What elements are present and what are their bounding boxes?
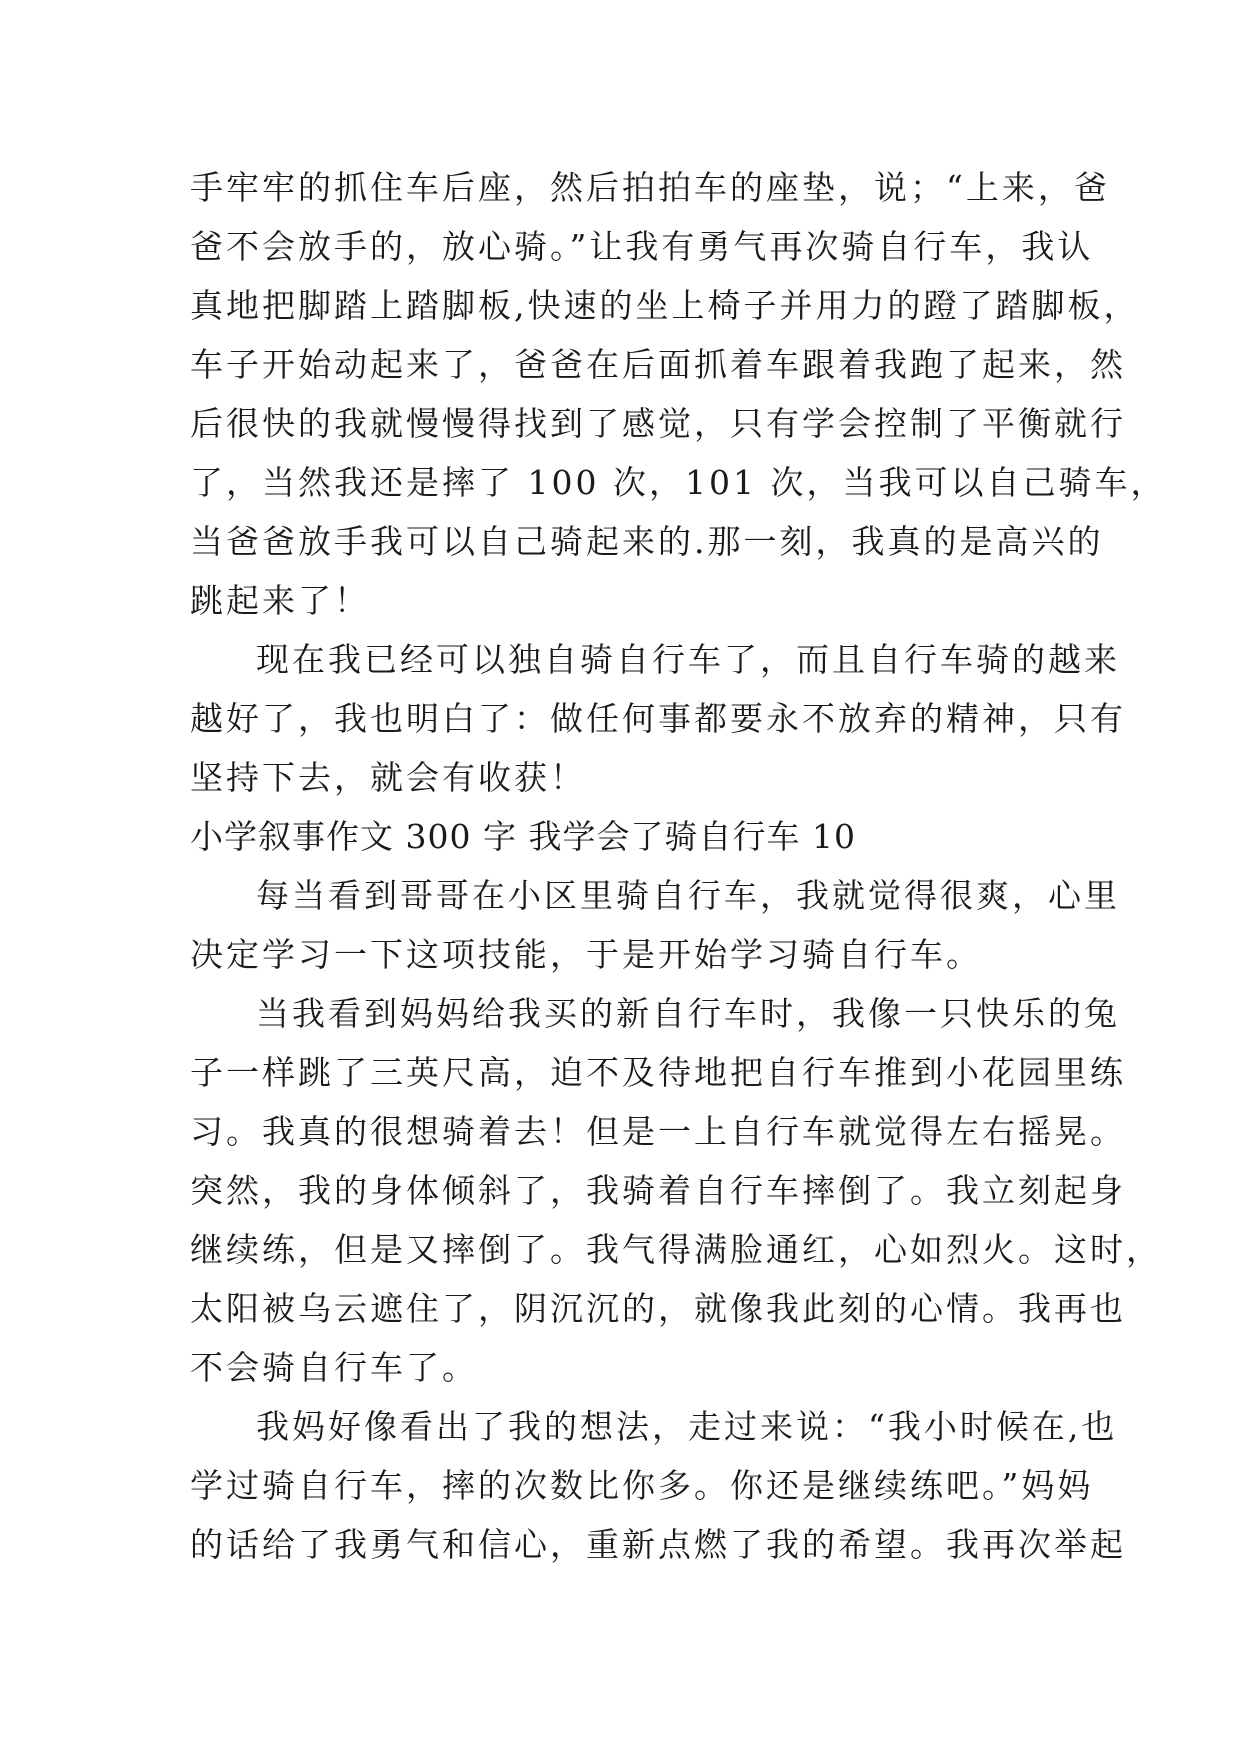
text-line: 越好了，我也明白了：做任何事都要永不放弃的精神，只有 (190, 699, 1126, 738)
text-line: 坚持下去，就会有收获！ (190, 758, 586, 797)
paragraph-start-line: 我妈好像看出了我的想法，走过来说：“我小时候在,也 (256, 1407, 1118, 1446)
paragraph-start-line: 每当看到哥哥在小区里骑自行车，我就觉得很爽，心里 (256, 876, 1120, 915)
text-line: 当爸爸放手我可以自己骑起来的.那一刻，我真的是高兴的 (190, 522, 1104, 561)
document-body (190, 158, 1167, 1574)
text-line: 真地把脚踏上踏脚板,快速的坐上椅子并用力的蹬了踏脚板， (190, 286, 1140, 325)
text-line: 不会骑自行车了。 (190, 1348, 478, 1387)
text-line: 突然，我的身体倾斜了，我骑着自行车摔倒了。我立刻起身 (190, 1171, 1126, 1210)
text-line: 了，当然我还是摔了 100 次，101 次，当我可以自己骑车， (190, 463, 1167, 502)
text-line: 子一样跳了三英尺高，迫不及待地把自行车推到小花园里练 (190, 1053, 1126, 1092)
text-line: 跳起来了！ (190, 581, 370, 620)
text-line: 爸不会放手的，放心骑。”让我有勇气再次骑自行车，我认 (190, 227, 1094, 266)
text-line: 学过骑自行车，摔的次数比你多。你还是继续练吧。”妈妈 (190, 1466, 1094, 1505)
text-line: 手牢牢的抓住车后座，然后拍拍车的座垫，说；“上来，爸 (190, 168, 1110, 207)
section-heading: 小学叙事作文 300 字 我学会了骑自行车 10 (190, 817, 856, 856)
text-line: 的话给了我勇气和信心，重新点燃了我的希望。我再次举起 (190, 1525, 1126, 1564)
text-line: 后很快的我就慢慢得找到了感觉，只有学会控制了平衡就行 (190, 404, 1126, 443)
paragraph-start-line: 现在我已经可以独自骑自行车了，而且自行车骑的越来 (256, 640, 1120, 679)
text-line: 习。我真的很想骑着去！但是一上自行车就觉得左右摇晃。 (190, 1112, 1126, 1151)
text-line: 太阳被乌云遮住了，阴沉沉的，就像我此刻的心情。我再也 (190, 1289, 1126, 1328)
paragraph-start-line: 当我看到妈妈给我买的新自行车时，我像一只快乐的兔 (256, 994, 1120, 1033)
text-line: 继续练，但是又摔倒了。我气得满脸通红，心如烈火。这时， (190, 1230, 1162, 1269)
text-line: 决定学习一下这项技能，于是开始学习骑自行车。 (190, 935, 982, 974)
text-line: 车子开始动起来了，爸爸在后面抓着车跟着我跑了起来，然 (190, 345, 1126, 384)
